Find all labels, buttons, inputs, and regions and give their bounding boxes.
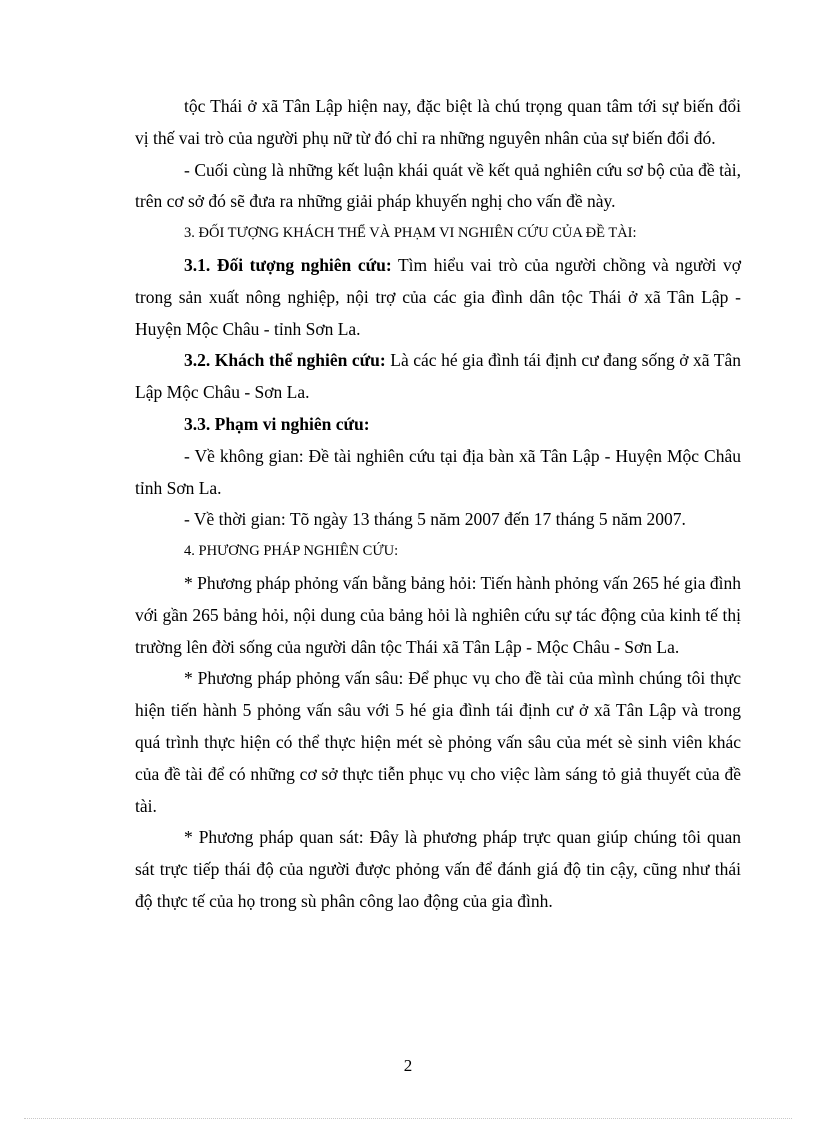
paragraph-conclusion: - Cuối cùng là những kết luận khái quát về kết quả nghiên cứu sơ bộ của đề tài, trên cơ sở đó sẽ đưa ra những giải pháp khuyến nghị cho vấn đề này.: [135, 159, 741, 212]
paragraph-space-scope: - Về không gian: Đề tài nghiên cứu tại địa bàn xã Tân Lập - Huyện Mộc Châu tỉnh Sơn La.: [135, 445, 741, 498]
paragraph-method-observation: * Phương pháp quan sát: Đây là phương pháp trực quan giúp chúng tôi quan sát trực tiếp thái độ của người được phỏng vấn để đánh giá độ tin cậy, cũng như thái độ thực tế của họ trong sù phân công lao động của gia đình.: [135, 827, 741, 911]
subheading-3-2: 3.2. Khách thể nghiên cứu:: [184, 350, 386, 371]
paragraph-continuation: tộc Thái ở xã Tân Lập hiện nay, đặc biệt là chú trọng quan tâm tới sự biến đổi vị thế vai trò của người phụ nữ từ đó chỉ ra những nguyên nhân của sự biến đổi đó.: [135, 96, 741, 148]
paragraph-3-2-text: Là các hé gia đình tái định cư đang sống ở xã Tân Lập Mộc Châu - Sơn La.: [135, 350, 741, 403]
page-number: 2: [403, 1056, 413, 1075]
paragraph-method-interview: * Phương pháp phỏng vấn sâu: Để phục vụ cho đề tài của mình chúng tôi thực hiện tiến hành 5 phỏng vấn sâu với 5 hé gia đình tái định cư ở xã Tân Lập và trong quá trình thực hiện có thể thực hiện mét sè phỏng vấn sâu của mét sè sinh viên khác của đề tài để có những cơ sở thực tiễn phục vụ cho việc làm sáng tỏ giả thuyết của đề tài.: [135, 668, 741, 816]
paragraph-method-survey: * Phương pháp phỏng vấn bằng bảng hỏi: Tiến hành phỏng vấn 265 hé gia đình với gần 265 bảng hỏi, nội dung của bảng hỏi là nghiên cứu sự tác động của kinh tế thị trường lên đời sống của người dân tộc Thái xã Tân Lập - Mộc Châu - Sơn La.: [135, 572, 741, 657]
section-heading-3: 3. ĐỐI TƯỢNG KHÁCH THỂ VÀ PHẠM VI NGHIÊN CỨU CỦA ĐỀ TÀI:: [184, 225, 637, 242]
subheading-3-3: 3.3. Phạm vi nghiên cứu:: [184, 413, 370, 434]
body-text: [135, 91, 741, 918]
paragraph-3-2: [135, 345, 741, 409]
page-bottom-rule: [24, 1118, 792, 1119]
paragraph-time-scope: - Về thời gian: Tõ ngày 13 tháng 5 năm 2007 đến 17 tháng 5 năm 2007.: [184, 509, 686, 530]
subheading-3-1: 3.1. Đối tượng nghiên cứu:: [184, 254, 392, 275]
section-heading-4: 4. PHƯƠNG PHÁP NGHIÊN CỨU:: [184, 543, 399, 560]
paragraph-3-1: [135, 250, 741, 345]
paragraph-3-1-text: Tìm hiểu vai trò của người chồng và người vợ trong sản xuất nông nghiệp, nội trợ của các gia đình dân tộc Thái ở xã Tân Lập - Huyện Mộc Châu - tỉnh Sơn La.: [135, 254, 741, 339]
paragraph-3-3: [135, 409, 741, 441]
